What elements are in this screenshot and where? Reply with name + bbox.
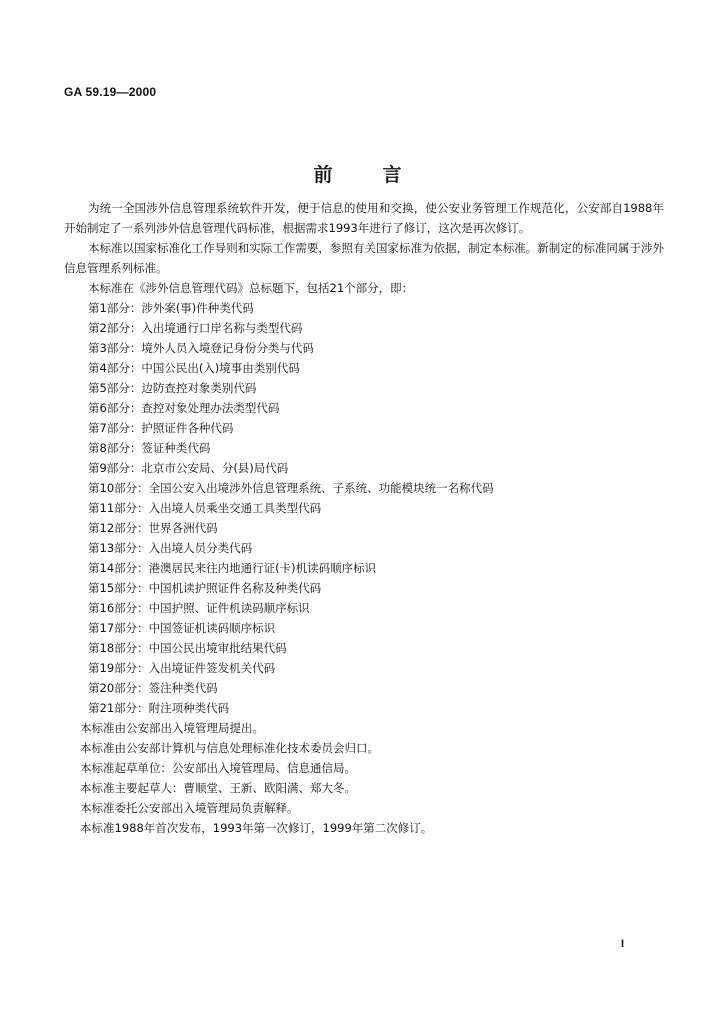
part-item: 第17部分：中国签证机读码顺序标识 — [88, 621, 276, 635]
part-item: 第8部分：签证种类代码 — [88, 441, 211, 455]
note-centralized: 本标准由公安部计算机与信息处理标准化技术委员会归口。 — [80, 741, 379, 755]
part-item: 第12部分：世界各洲代码 — [88, 521, 218, 535]
page-number: I — [621, 938, 625, 950]
part-item: 第21部分：附注项种类代码 — [88, 701, 230, 715]
part-item: 第7部分：护照证件各种代码 — [88, 421, 234, 435]
note-proposer: 本标准由公安部出入境管理局提出。 — [80, 721, 264, 735]
part-item: 第18部分：中国公民出境审批结果代码 — [88, 641, 287, 655]
part-item: 第1部分：涉外案(事)件种类代码 — [88, 301, 254, 315]
part-item: 第6部分：查控对象处理办法类型代码 — [88, 401, 280, 415]
part-item: 第16部分：中国护照、证件机读码顺序标识 — [88, 601, 310, 615]
note-interpretation: 本标准委托公安部出入境管理局负责解释。 — [80, 801, 299, 815]
part-item: 第10部分：全国公安入出境涉外信息管理系统、子系统、功能模块统一名称代码 — [88, 481, 494, 495]
parts-list — [64, 298, 664, 718]
parts-intro: 本标准在《涉外信息管理代码》总标题下，包括21个部分，即： — [88, 281, 414, 295]
paragraph-basis: 本标准以国家标准化工作导则和实际工作需要，参照有关国家标准为依据，制定本标准。新制定的标准同属于涉外信息管理系列标准。 — [64, 241, 664, 275]
part-item: 第13部分：入出境人员分类代码 — [88, 541, 253, 555]
note-drafting-unit: 本标准起草单位：公安部出入境管理局、信息通信局。 — [80, 761, 356, 775]
standard-notes — [64, 718, 664, 838]
part-item: 第15部分：中国机读护照证件名称及种类代码 — [88, 581, 322, 595]
part-item: 第3部分：境外人员入境登记身份分类与代码 — [88, 341, 314, 355]
note-history: 本标准1988年首次发布，1993年第一次修订，1999年第二次修订。 — [80, 821, 433, 835]
part-item: 第11部分：入出境人员乘坐交通工具类型代码 — [88, 501, 322, 515]
part-item: 第4部分：中国公民出(入)境事由类别代码 — [88, 361, 300, 375]
part-item: 第5部分：边防查控对象类别代码 — [88, 381, 257, 395]
part-item: 第20部分：签注种类代码 — [88, 681, 218, 695]
part-item: 第19部分：入出境证件签发机关代码 — [88, 661, 276, 675]
part-item: 第14部分：港澳居民来往内地通行证(卡)机读码顺序标识 — [88, 561, 377, 575]
standard-code: GA 59.19—2000 — [64, 85, 157, 99]
page-title: 前言 — [313, 164, 452, 186]
document-body — [64, 198, 664, 838]
note-drafters: 本标准主要起草人：曹顺堂、王新、欧阳满、郑大冬。 — [80, 781, 356, 795]
part-item: 第2部分：入出境通行口岸名称与类型代码 — [88, 321, 303, 335]
paragraph-purpose: 为统一全国涉外信息管理系统软件开发，便于信息的使用和交换，使公安业务管理工作规范化，公安部自1988年开始制定了一系列涉外信息管理代码标准，根据需求1993年进行了修订，这次是再次修订。 — [64, 201, 664, 235]
part-item: 第9部分：北京市公安局、分(县)局代码 — [88, 461, 289, 475]
